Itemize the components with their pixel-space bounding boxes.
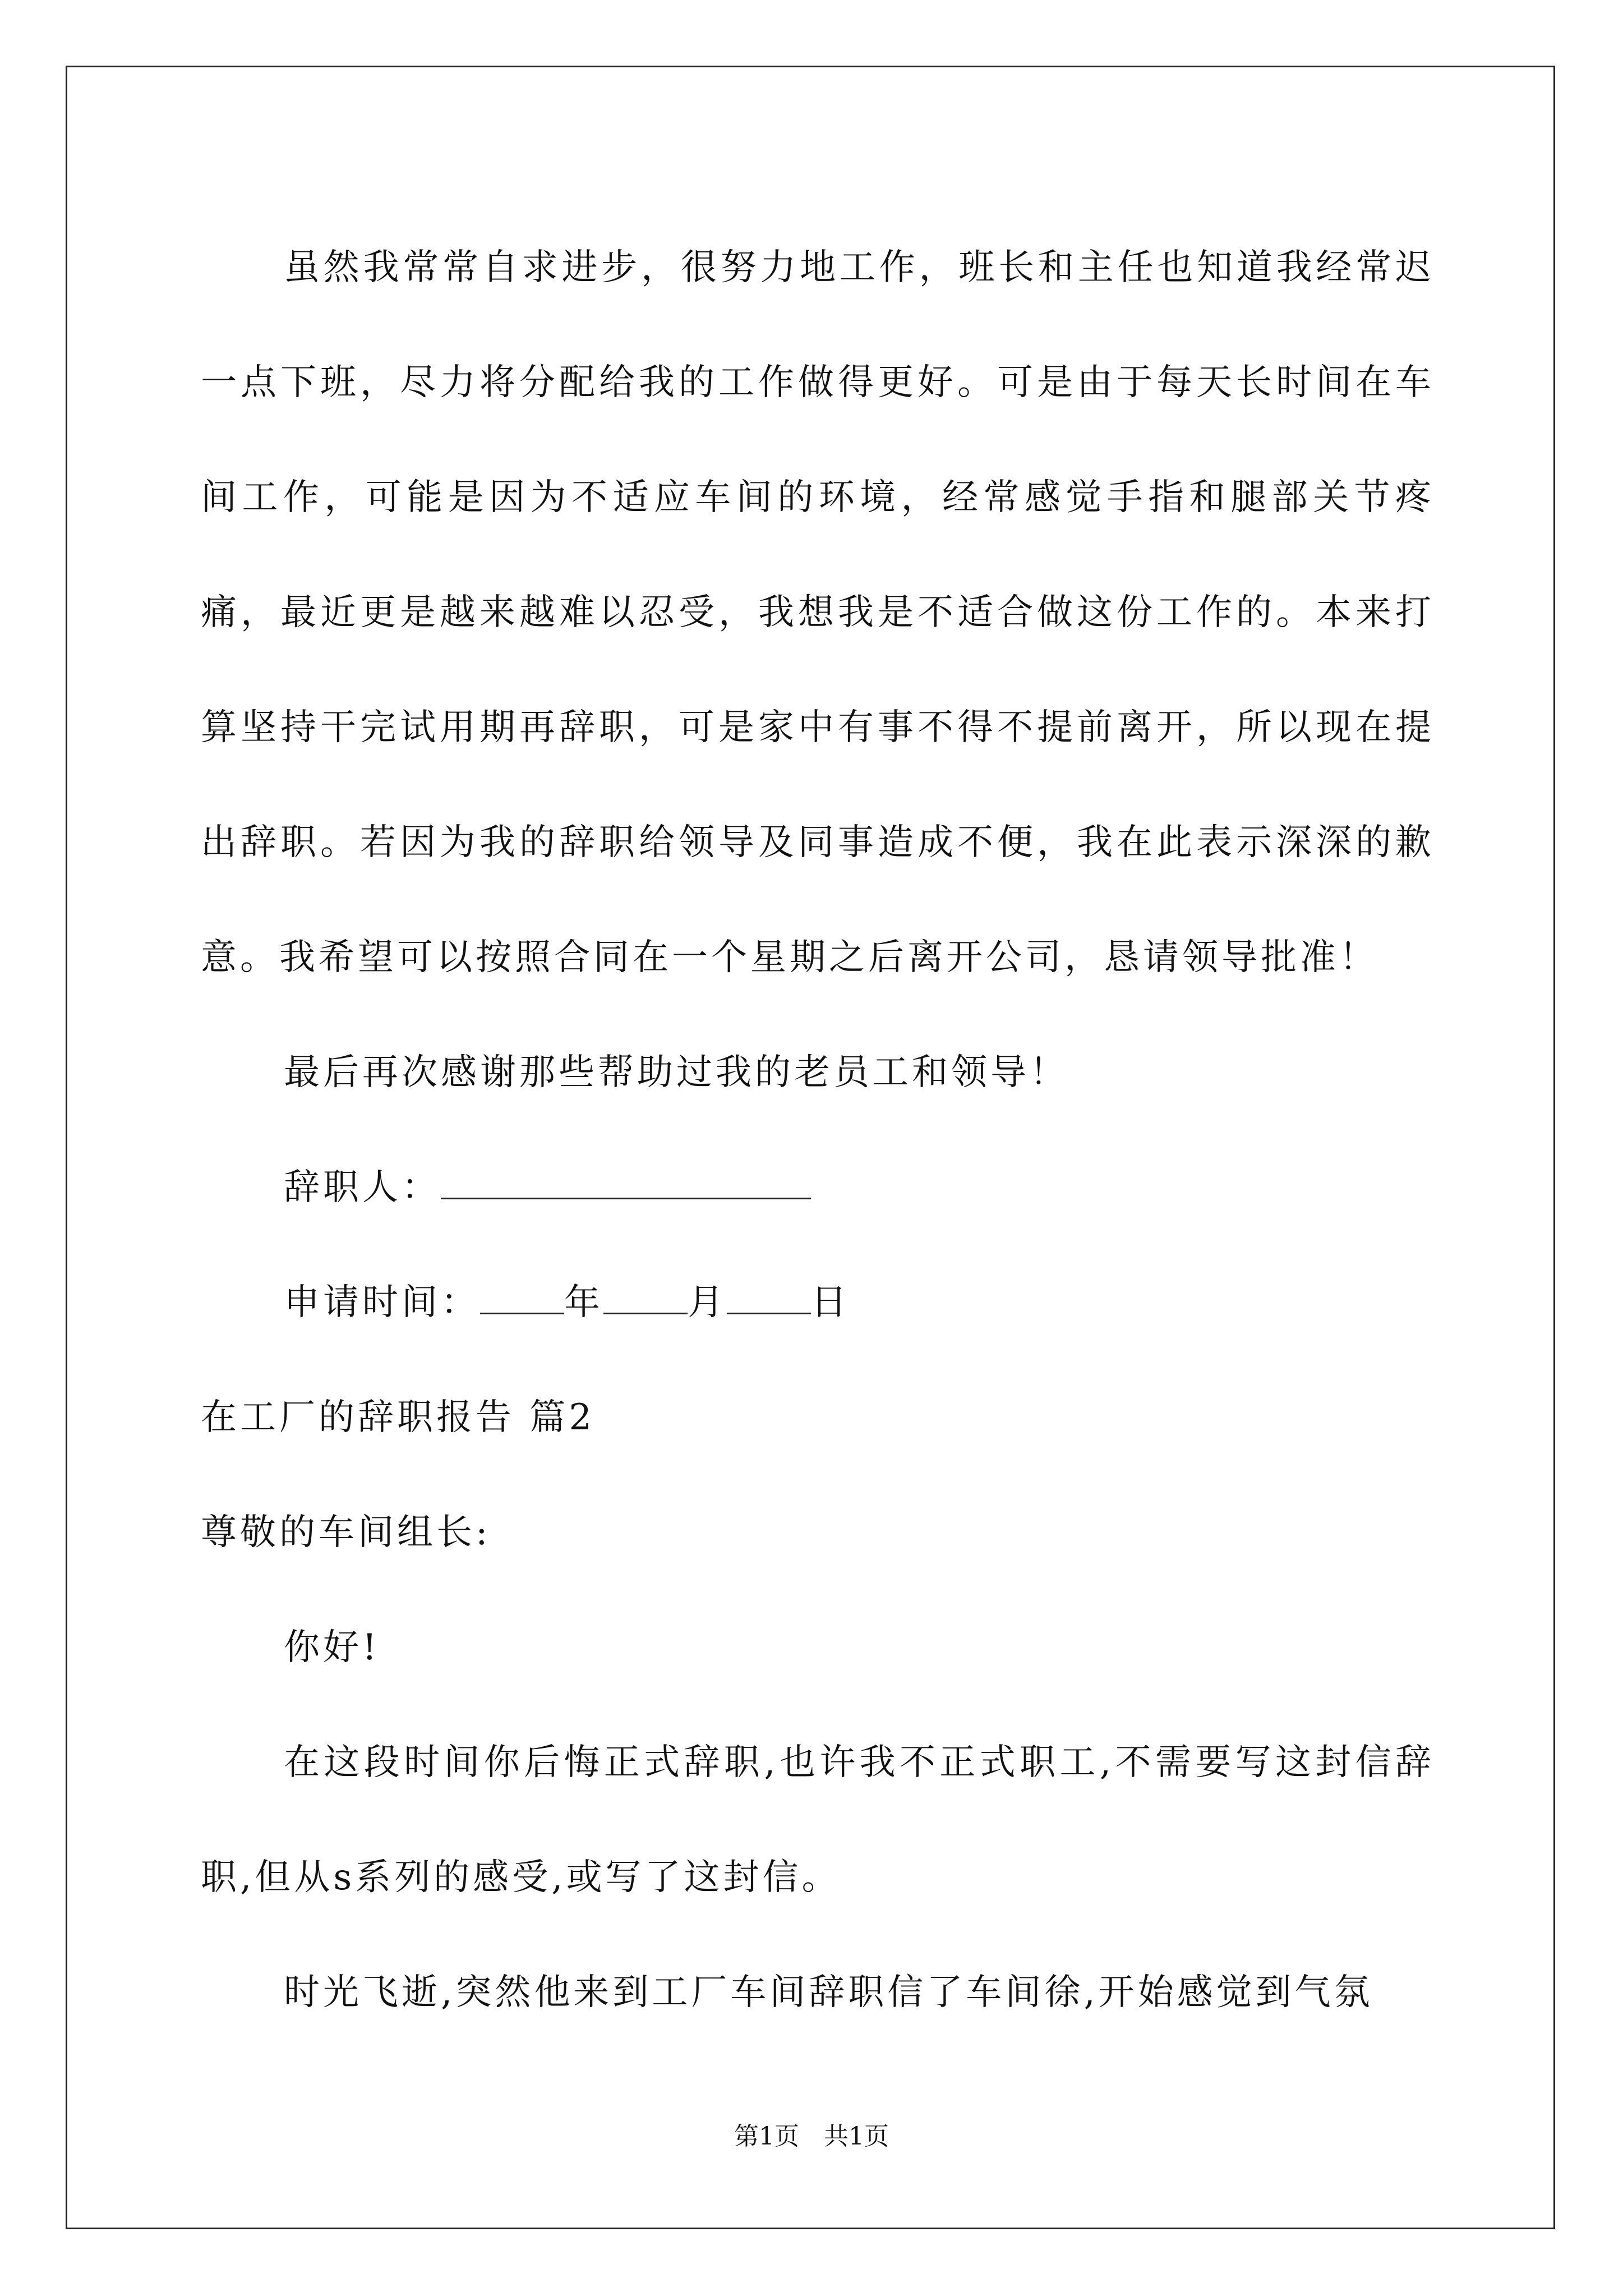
greeting: 你好! [284,1627,380,1668]
signature-blank [441,1164,811,1199]
salutation: 尊敬的车间组长: [201,1512,491,1553]
date-label: 申请时间： [284,1282,480,1323]
signature-label: 辞职人： [284,1167,441,1208]
paragraph-body-2: 时光飞逝,突然他来到工厂车间辞职信了车间徐,开始感觉到气氛 [284,1972,1373,2013]
signature-line [201,1130,1435,1245]
paragraph-body-1: 在这段时间你后悔正式辞职,也许我不正式职工,不需要写这封信辞职,但从s系列的感受,或写了这封信。 [201,1742,1435,1898]
date-line [201,1245,1435,1360]
month-label: 月 [688,1282,727,1323]
paragraph-thanks: 最后再次感谢那些帮助过我的老员工和领导！ [284,1052,1069,1093]
year-label: 年 [564,1282,603,1323]
document-body [201,210,1435,2050]
year-blank [480,1279,564,1314]
day-label: 日 [811,1282,850,1323]
day-blank [727,1279,811,1314]
month-blank [603,1279,688,1314]
page-number-footer: 第1页 共1页 [734,2122,889,2151]
paragraph-resignation-reason: 虽然我常常自求进步，很努力地工作，班长和主任也知道我经常迟一点下班，尽力将分配给我的工作做得更好。可是由于每天长时间在车间工作，可能是因为不适应车间的环境，经常感觉手指和腿部关节疼痛，最近更是越来越难以忍受，我想我是不适合做这份工作的。本来打算坚持干完试用期再辞职，可是家中有事不得不提前离开，所以现在提出辞职。若因为我的辞职给领导及同事造成不便，我在此表示深深的歉意。我希望可以按照合同在一个星期之后离开公司，恳请领导批准！ [201,247,1435,978]
section-title: 在工厂的辞职报告 篇2 [201,1397,596,1438]
